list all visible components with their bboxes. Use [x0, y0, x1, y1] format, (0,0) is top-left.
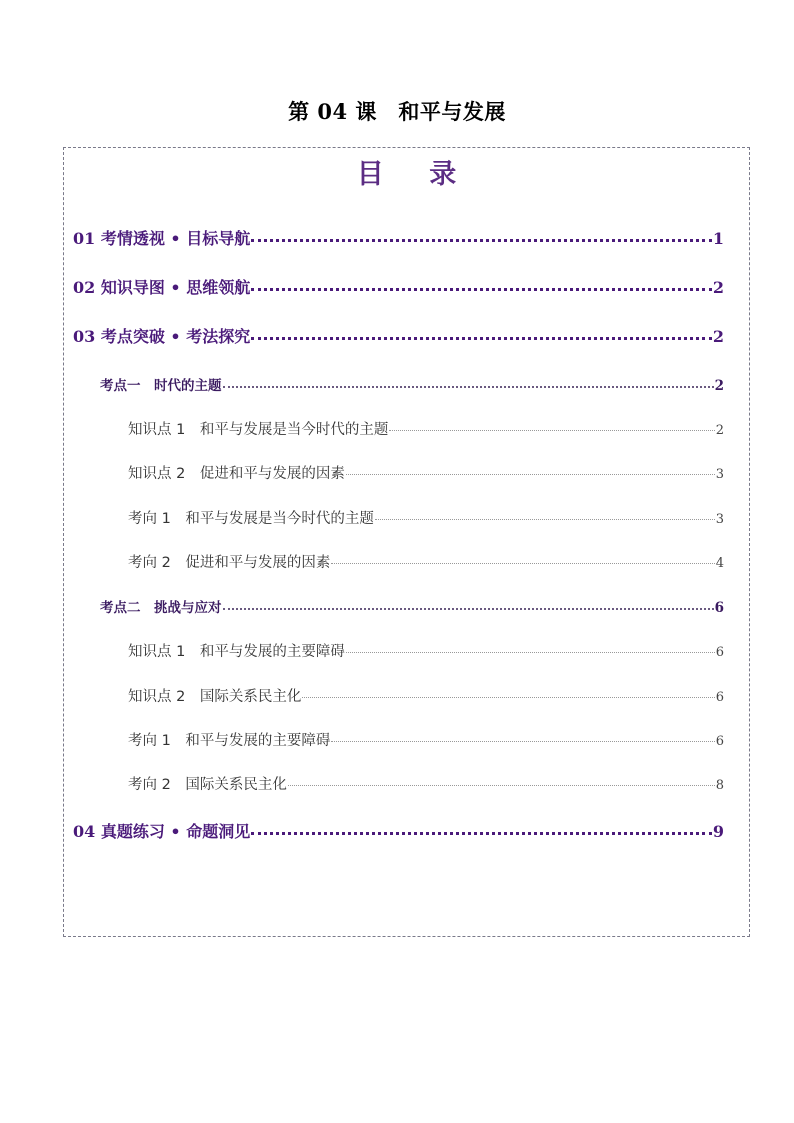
dot-leader [223, 607, 714, 610]
toc-entry-page: 1 [712, 229, 724, 248]
dot-leader [251, 238, 712, 242]
toc-entry-label: 考向 1 和平与发展的主要障碍 [128, 733, 331, 749]
toc-entry-label: 考向 1 和平与发展是当今时代的主题 [128, 511, 374, 527]
dot-leader [251, 831, 712, 835]
toc-entry-page: 2 [712, 278, 724, 297]
dot-leader [389, 429, 714, 431]
toc-entry-page: 3 [715, 467, 724, 482]
dot-leader [375, 518, 715, 520]
dot-leader [346, 473, 715, 475]
toc-entry-label: 知识点 1 和平与发展的主要障碍 [128, 644, 345, 660]
toc-entry-page: 6 [715, 645, 724, 660]
toc-entry-label: 考向 2 国际关系民主化 [128, 777, 287, 793]
toc-entry-label: 04 真题练习 • 命题洞见 [73, 822, 251, 841]
toc-entry[interactable] [128, 685, 724, 706]
toc-entry-label: 考点二 挑战与应对 [100, 600, 222, 616]
toc-entry[interactable] [128, 418, 724, 439]
toc-entry-label: 考点一 时代的主题 [100, 378, 222, 394]
dot-leader [223, 385, 714, 388]
toc-entry-page: 2 [712, 327, 724, 346]
document-title: 第 04 课 和平与发展 [288, 99, 506, 124]
toc-entry[interactable] [100, 596, 724, 616]
toc-entry-label: 03 考点突破 • 考法探究 [73, 327, 251, 346]
toc-entry[interactable] [73, 819, 724, 842]
toc-entry-page: 6 [714, 600, 724, 616]
toc-entry[interactable] [100, 374, 724, 394]
toc-entry[interactable] [128, 462, 724, 483]
toc-entry[interactable] [73, 324, 724, 347]
toc-entry-label: 01 考情透视 • 目标导航 [73, 229, 251, 248]
toc-entry-page: 4 [715, 556, 724, 571]
toc-entry-page: 9 [712, 822, 724, 841]
toc-entry[interactable] [73, 275, 724, 298]
toc-entry-label: 考向 2 促进和平与发展的因素 [128, 555, 331, 571]
toc-entry-page: 8 [715, 778, 724, 793]
dot-leader [331, 562, 714, 564]
toc-entry-label: 知识点 1 和平与发展是当今时代的主题 [128, 422, 389, 438]
toc-entry-label: 知识点 2 促进和平与发展的因素 [128, 466, 345, 482]
dot-leader [302, 696, 714, 698]
toc-entry-page: 6 [715, 734, 724, 749]
dot-leader [251, 287, 712, 291]
toc-entry[interactable] [128, 551, 724, 572]
toc-entry-page: 2 [714, 378, 724, 394]
toc-entry-label: 02 知识导图 • 思维领航 [73, 278, 251, 297]
dot-leader [331, 740, 714, 742]
toc-entry-page: 2 [715, 423, 724, 438]
dot-leader [288, 784, 715, 786]
dot-leader [346, 651, 715, 653]
toc-heading: 目 录 [356, 159, 475, 190]
toc-entry[interactable] [73, 226, 724, 249]
toc-entry[interactable] [128, 773, 724, 794]
toc-entry-page: 6 [715, 690, 724, 705]
toc-entry[interactable] [128, 507, 724, 528]
toc-entry[interactable] [128, 729, 724, 750]
toc-entry-page: 3 [715, 512, 724, 527]
dot-leader [251, 336, 712, 340]
table-of-contents [63, 147, 750, 937]
toc-entry[interactable] [128, 640, 724, 661]
toc-entry-label: 知识点 2 国际关系民主化 [128, 689, 302, 705]
